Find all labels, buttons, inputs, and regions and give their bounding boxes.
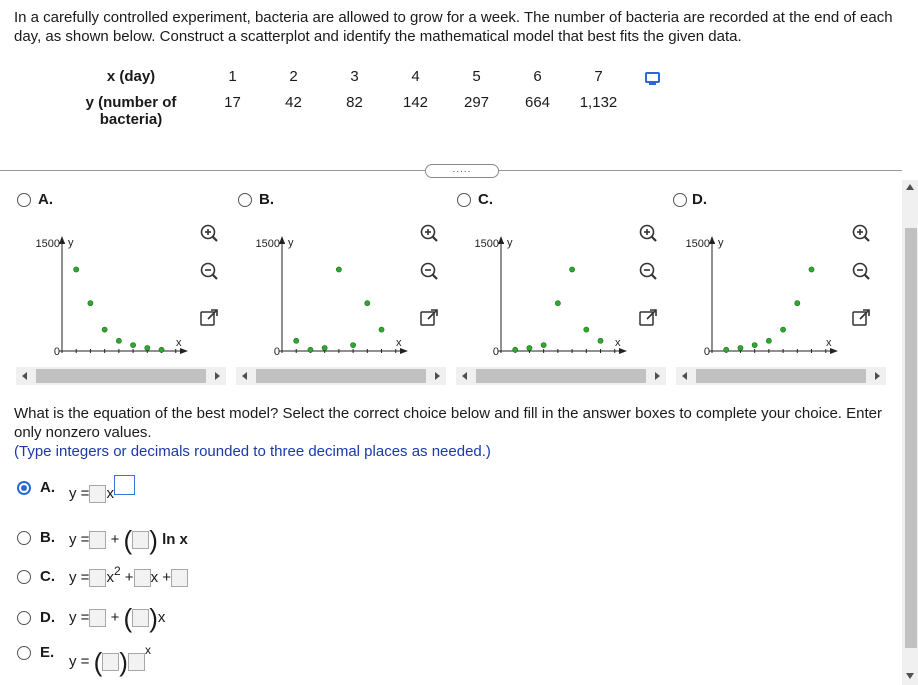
squared-exponent: 2 [113, 564, 121, 578]
question-line: What is the equation of the best model? Select the correct choice below and fill in the answer boxes to complete your choice. Enter only nonzero values. [14, 405, 882, 441]
x-value: 2 [289, 68, 298, 85]
y-tick-label-bottom: 0 [53, 346, 60, 358]
answer-e-base-input[interactable] [128, 653, 145, 671]
y-tick-label-top: 1500 [255, 238, 280, 250]
data-point [159, 347, 164, 352]
data-point [569, 267, 574, 272]
graph-a-scrollbar[interactable] [16, 367, 226, 385]
data-point [294, 338, 299, 343]
data-point [766, 338, 771, 343]
y-value: 1,132 [579, 94, 618, 111]
graph-option-d-label: D. [692, 191, 707, 208]
y-value: 42 [285, 94, 302, 111]
more-button[interactable]: ..... [425, 164, 499, 178]
graph-option-c-label: C. [478, 191, 493, 208]
answer-a-exponent-input[interactable] [114, 475, 135, 495]
answer-c-b-input[interactable] [134, 569, 151, 587]
data-point [379, 327, 384, 332]
ln-x: ln x [162, 530, 188, 548]
y-value: 664 [524, 94, 551, 111]
plus-sign: + [110, 530, 120, 548]
zoom-out-icon[interactable] [418, 260, 440, 282]
data-point [322, 345, 327, 350]
x-base: x [106, 484, 114, 502]
answer-b-constant-input[interactable] [89, 531, 106, 549]
x-exponent: x [144, 642, 151, 657]
data-point [74, 267, 79, 272]
data-point [102, 327, 107, 332]
zoom-in-icon[interactable] [637, 222, 659, 244]
data-point [555, 301, 560, 306]
graph-option-d-plot [674, 214, 844, 362]
data-point [724, 347, 729, 352]
data-point [145, 345, 150, 350]
answer-d-coefficient-input[interactable] [132, 609, 149, 627]
data-point [350, 342, 355, 347]
data-point [513, 347, 518, 352]
y-tick-label-bottom: 0 [273, 346, 280, 358]
x-header: x (day) [106, 68, 156, 85]
answer-option-a-label: A. [40, 479, 55, 496]
zoom-in-icon[interactable] [850, 222, 872, 244]
answer-option-d-radio[interactable] [17, 611, 31, 625]
zoom-out-icon[interactable] [850, 260, 872, 282]
answer-option-c-radio[interactable] [17, 570, 31, 584]
data-table [60, 66, 629, 128]
y-equals: y = [69, 652, 90, 670]
data-point [527, 345, 532, 350]
x-axis-label: x [396, 337, 402, 349]
answer-option-e-label: E. [40, 644, 55, 661]
answer-option-b-label: B. [40, 529, 55, 546]
answer-e-coefficient-input[interactable] [102, 653, 119, 671]
graph-d-scrollbar[interactable] [676, 367, 886, 385]
answer-option-c-label: C. [40, 568, 55, 585]
data-point [795, 301, 800, 306]
y-equals: y = [69, 530, 90, 548]
graph-option-a-label: A. [38, 191, 53, 208]
x-value: 6 [533, 68, 542, 85]
answer-option-e-equation: y = ( ) $^x$ [69, 642, 151, 677]
scrollbar-thumb[interactable] [905, 228, 917, 648]
zoom-in-icon[interactable] [198, 222, 220, 244]
data-point [584, 327, 589, 332]
answer-option-d-label: D. [40, 609, 55, 626]
scroll-up-icon[interactable] [906, 184, 914, 190]
zoom-out-icon[interactable] [637, 260, 659, 282]
y-header-line1: y (number of [85, 94, 177, 111]
graph-option-a-plot [24, 214, 194, 362]
data-point [598, 338, 603, 343]
answer-c-a-input[interactable] [89, 569, 106, 587]
answer-b-coefficient-input[interactable] [132, 531, 149, 549]
graph-option-c-radio[interactable] [457, 193, 471, 207]
data-point [752, 342, 757, 347]
scroll-down-icon[interactable] [906, 673, 914, 679]
answer-option-b-equation: y = + ( ) ln x [69, 525, 188, 555]
plus-sign: + [110, 608, 120, 626]
y-tick-label-bottom: 0 [703, 346, 710, 358]
graph-option-b-plot [244, 214, 414, 362]
data-point [365, 301, 370, 306]
y-value: 297 [463, 94, 490, 111]
y-tick-label-top: 1500 [685, 238, 710, 250]
zoom-in-icon[interactable] [418, 222, 440, 244]
answer-option-a-equation [69, 484, 135, 504]
y-tick-label-top: 1500 [474, 238, 499, 250]
x-plus: x + [150, 569, 171, 586]
y-header-line2: bacteria) [99, 111, 163, 128]
popout-icon[interactable] [637, 307, 659, 329]
y-equals: y = [69, 569, 90, 586]
graph-b-scrollbar[interactable] [236, 367, 446, 385]
question-text [14, 404, 884, 461]
x-value: 1 [228, 68, 237, 85]
popout-icon[interactable] [198, 307, 220, 329]
answer-option-c-equation [69, 564, 188, 587]
answer-option-d-equation: y = + ( )x [69, 603, 166, 633]
x-value: 3 [350, 68, 359, 85]
graph-c-scrollbar[interactable] [456, 367, 666, 385]
x-axis-label: x [176, 337, 182, 349]
data-point [130, 342, 135, 347]
x-squared-base: x [106, 569, 114, 586]
y-value: 82 [346, 94, 363, 111]
popout-icon[interactable] [418, 307, 440, 329]
copy-table-icon[interactable] [645, 72, 661, 86]
table-row-y [60, 92, 629, 128]
question-note: (Type integers or decimals rounded to three decimal places as needed.) [14, 443, 491, 460]
zoom-out-icon[interactable] [198, 260, 220, 282]
graph-option-d-radio[interactable] [673, 193, 687, 207]
answer-option-b-radio[interactable] [17, 531, 31, 545]
y-equals: y = [69, 484, 90, 502]
y-header [60, 92, 202, 128]
answer-option-e-radio[interactable] [17, 646, 31, 660]
data-point [88, 301, 93, 306]
x-axis-label: x [826, 337, 832, 349]
y-value: 142 [402, 94, 429, 111]
popout-icon[interactable] [850, 307, 872, 329]
graph-option-b-radio[interactable] [238, 193, 252, 207]
x-term: x [157, 608, 166, 626]
graph-option-a-radio[interactable] [17, 193, 31, 207]
x-value: 5 [472, 68, 481, 85]
y-axis-label: y [507, 237, 513, 249]
x-value: 7 [594, 68, 603, 85]
y-tick-label-top: 1500 [35, 238, 60, 250]
graph-option-c-plot [463, 214, 633, 362]
data-point [809, 267, 814, 272]
table-row-x [60, 66, 629, 92]
y-tick-label-bottom: 0 [492, 346, 499, 358]
y-axis-label: y [68, 237, 74, 249]
answer-a-coefficient-input[interactable] [89, 485, 106, 503]
data-point [116, 338, 121, 343]
vertical-scrollbar[interactable] [902, 180, 918, 685]
y-value: 17 [224, 94, 241, 111]
answer-d-constant-input[interactable] [89, 609, 106, 627]
data-point [336, 267, 341, 272]
plus-sign: + [124, 569, 134, 586]
data-point [541, 342, 546, 347]
x-axis-label: x [615, 337, 621, 349]
data-point [738, 345, 743, 350]
y-axis-label: y [718, 237, 724, 249]
y-axis-label: y [288, 237, 294, 249]
problem-statement: In a carefully controlled experiment, bacteria are allowed to grow for a week. The number of bacteria are recorded at the end of each day, as shown below. Construct a scatterplot and identify the mathematical model that best fits the given data. [14, 9, 893, 45]
y-equals: y = [69, 608, 90, 626]
answer-option-a-radio[interactable] [17, 481, 31, 495]
graph-option-b-label: B. [259, 191, 274, 208]
x-value: 4 [411, 68, 420, 85]
data-point [780, 327, 785, 332]
data-point [308, 347, 313, 352]
answer-c-c-input[interactable] [171, 569, 188, 587]
